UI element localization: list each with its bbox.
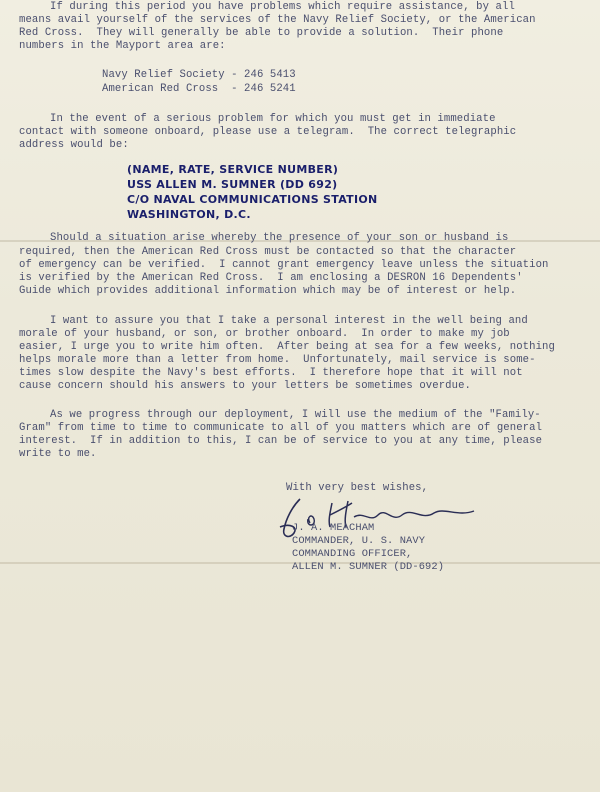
address-line: (NAME, RATE, SERVICE NUMBER) [127,163,339,176]
address-line: USS ALLEN M. SUMNER (DD 692) [127,178,338,191]
text-line: numbers in the Mayport area are: [19,40,226,52]
text-line: means avail yourself of the services of the Navy Relief Society, or the American [19,14,536,26]
phone-line: Navy Relief Society - 246 5413 [102,69,296,81]
text-line: easier, I urge you to write him often. After being at sea for a few weeks, nothing [19,341,555,353]
text-line: required, then the American Red Cross must be contacted so that the character [19,246,517,258]
signer-rank: COMMANDER, U. S. NAVY [292,535,426,547]
text-line: As we progress through our deployment, I will use the medium of the "Family- [50,409,541,421]
signer-name: J. A. MEACHAM [292,522,375,534]
text-line: helps morale more than a letter from home. Unfortunately, mail service is some- [19,354,536,366]
text-line: In the event of a serious problem for which you must get in immediate [50,113,496,125]
text-line: times slow despite the Navy's best efforts. I therefore hope that it will not [19,367,523,379]
text-line: Red Cross. They will generally be able to provide a solution. Their phone [19,27,504,39]
address-line: WASHINGTON, D.C. [127,208,251,221]
text-line: address would be: [19,139,129,151]
valediction: With very best wishes, [286,482,429,494]
signer-title: COMMANDING OFFICER, [292,548,413,560]
text-line: If during this period you have problems which require assistance, by all [50,1,515,13]
signer-ship: ALLEN M. SUMNER (DD-692) [292,561,445,573]
text-line: I want to assure you that I take a personal interest in the well being and [50,315,528,327]
text-line: of emergency can be verified. I cannot grant emergency leave unless the situation [19,259,549,271]
text-line: contact with someone onboard, please use a telegram. The correct telegraphic [19,126,517,138]
phone-line: American Red Cross - 246 5241 [102,83,296,95]
text-line: morale of your husband, or son, or brother onboard. In order to make my job [19,328,510,340]
text-line: interest. If in addition to this, I can be of service to you at any time, please [19,435,543,447]
text-line: Guide which provides additional information which may be of interest or help. [19,285,517,297]
text-line: write to me. [19,448,97,460]
text-line: Should a situation arise whereby the presence of your son or husband is [50,232,509,244]
text-line: cause concern should his answers to your letters be sometimes overdue. [19,380,472,392]
text-line: Gram" from time to time to communicate to all of you matters which are of general [19,422,543,434]
address-line: C/O NAVAL COMMUNICATIONS STATION [127,193,378,206]
text-line: is verified by the American Red Cross. I am enclosing a DESRON 16 Dependents' [19,272,523,284]
